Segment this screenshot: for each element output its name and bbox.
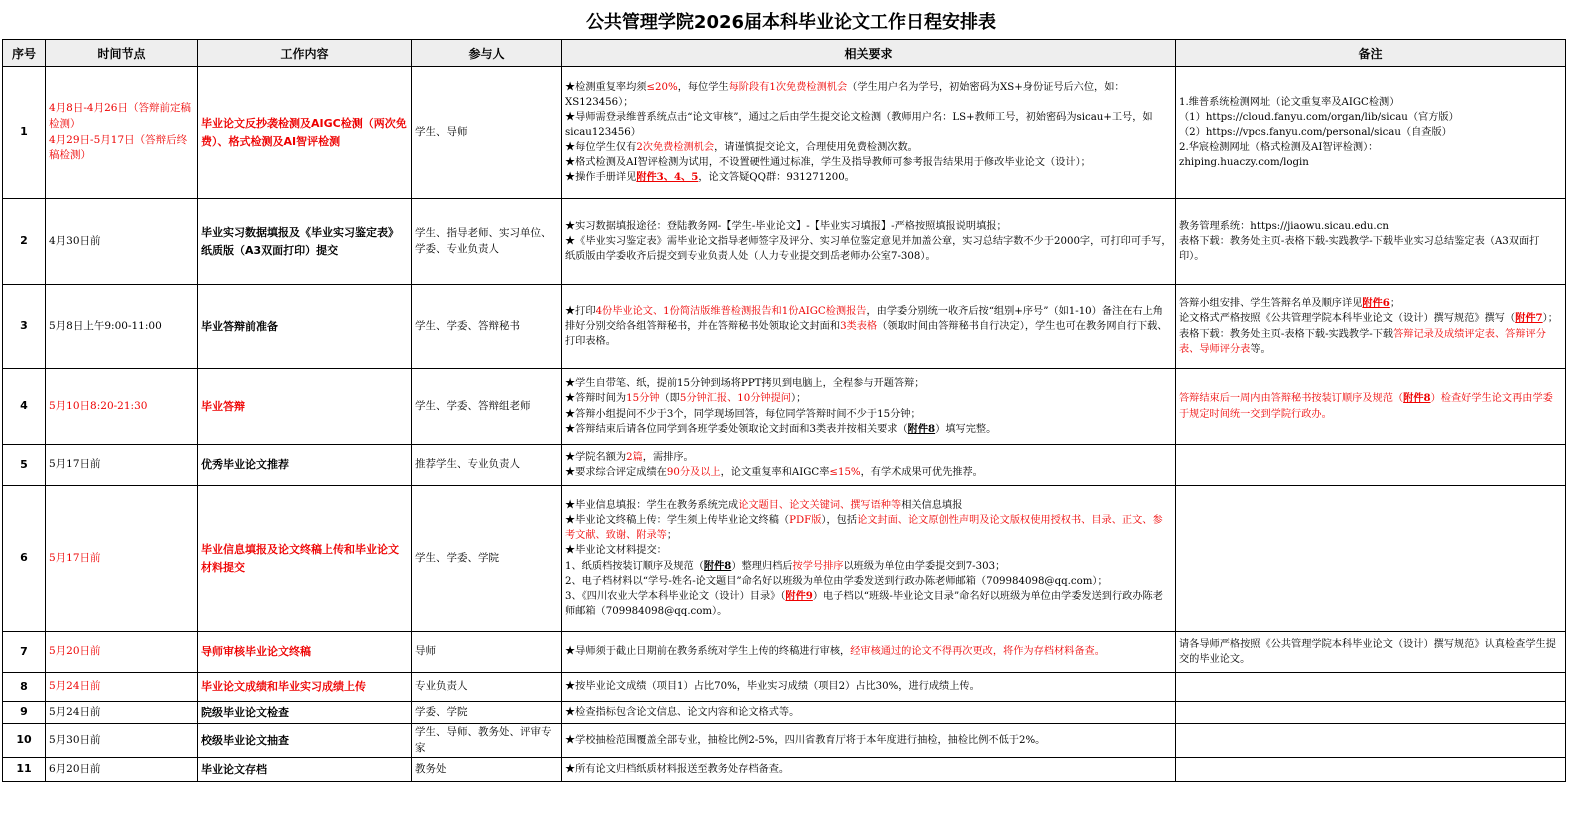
requirement-text: ★实习数据填报途径：登陆教务网-【学生-毕业论文】-【毕业实习填报】-严格按照填报说明填报； — [565, 220, 1007, 232]
requirement-text: 90分及以上 — [666, 467, 721, 478]
requirements-cell — [562, 758, 1176, 782]
note-text: 2.华宸检测网址（格式检测及AI智评检测）： — [1179, 142, 1379, 154]
task-cell: 毕业论文存档 — [198, 758, 412, 782]
time-text: 5月8日上午9:00-11:00 — [49, 319, 162, 332]
requirement-text: （学生用户名为学号，初始密码为XS+身份证号后六位，如：XS123456）； — [565, 81, 1125, 108]
row-number: 6 — [3, 486, 46, 632]
requirement-text: 3、《四川农业大学本科毕业论文（设计）目录》（ — [565, 590, 786, 602]
note-text: 等。 — [1250, 343, 1271, 355]
table-row — [3, 67, 1566, 199]
requirement-text: 3类表格 — [840, 320, 878, 332]
time-cell — [46, 758, 198, 782]
time-text: 5月24日前 — [49, 680, 101, 693]
requirement-text: ★学院名额为 — [565, 451, 627, 463]
row-number: 8 — [3, 673, 46, 702]
task-cell: 毕业论文成绩和毕业实习成绩上传 — [198, 673, 412, 702]
note-line — [1179, 110, 1562, 125]
table-row — [3, 724, 1566, 758]
table-row — [3, 632, 1566, 673]
notes-cell — [1176, 445, 1566, 486]
requirement-line — [565, 543, 1172, 558]
requirement-line — [565, 705, 1172, 720]
note-text: 表格下载：教务处主页-表格下载-实践教学-下载毕业实习总结鉴定表（A3双面打印）。 — [1179, 235, 1540, 263]
row-number: 5 — [3, 445, 46, 486]
task-cell: 毕业论文反抄袭检测及AIGC检测（两次免费）、格式检测及AI智评检测 — [198, 67, 412, 199]
note-text: 教务管理系统：https://jiaowu.sicau.edu.cn — [1179, 220, 1389, 232]
requirement-text: 15分钟 — [626, 393, 660, 405]
time-text: 5月24日前 — [49, 705, 101, 718]
requirement-line — [565, 304, 1172, 349]
requirement-text: ★毕业论文终稿上传：学生须上传毕业论文终稿（ — [565, 515, 790, 527]
table-row — [3, 673, 1566, 702]
note-line — [1179, 125, 1562, 140]
note-line — [1179, 140, 1562, 155]
time-cell — [46, 67, 198, 199]
notes-cell — [1176, 673, 1566, 702]
requirement-text: ★格式检测及AI智评检测为试用，不设置硬性通过标准，学生及指导教师可参考报告结果用于修改毕业论文（设计）； — [565, 157, 1091, 169]
table-row — [3, 486, 1566, 632]
table-row — [3, 445, 1566, 486]
table-row — [3, 285, 1566, 369]
requirement-line — [565, 465, 1172, 480]
header-requirements: 相关要求 — [562, 40, 1176, 67]
requirement-text: ，有学术成果可优先推荐。 — [860, 467, 983, 478]
header-notes: 备注 — [1176, 40, 1566, 67]
requirements-cell — [562, 673, 1176, 702]
header-participants: 参与人 — [412, 40, 562, 67]
requirement-text: （即 — [659, 393, 680, 405]
table-header-row — [3, 40, 1566, 67]
notes-cell — [1176, 486, 1566, 632]
time-text: 4月8日-4月26日（答辩前定稿检测） — [49, 102, 191, 130]
notes-cell — [1176, 724, 1566, 758]
notes-cell — [1176, 632, 1566, 673]
note-line — [1179, 391, 1562, 421]
requirement-text: ★导师须于截止日期前在教务系统对学生上传的终稿进行审核， — [565, 646, 851, 658]
requirements-cell — [562, 486, 1176, 632]
task-cell: 毕业信息填报及论文终稿上传和毕业论文材料提交 — [198, 486, 412, 632]
participants-cell: 学生、学委、答辩秘书 — [412, 285, 562, 369]
note-line — [1179, 234, 1562, 264]
note-text: 附件7 — [1515, 312, 1543, 325]
participants-cell: 学生、导师 — [412, 67, 562, 199]
requirement-text: 按学号排序 — [792, 560, 844, 572]
notes-cell — [1176, 199, 1566, 285]
row-number: 1 — [3, 67, 46, 199]
participants-cell: 学委、学院 — [412, 702, 562, 724]
note-text: （2）https://vpcs.fanyu.com/personal/sicau（自查版） — [1179, 126, 1452, 138]
time-text: 5月17日前 — [49, 551, 101, 564]
time-text: 4月30日前 — [49, 234, 101, 247]
note-text: ）； — [1542, 313, 1558, 325]
note-text: 附件8 — [1403, 392, 1431, 405]
requirement-text: 以班级为单位由学委提交到7-303； — [843, 560, 1006, 572]
note-line — [1179, 95, 1562, 110]
time-cell — [46, 445, 198, 486]
requirement-line — [565, 498, 1172, 513]
requirement-text: 论文封面、论文原创性声明及论文版权使用授权书、目录、正文、参考文献、致谢、附录等 — [565, 515, 1163, 542]
requirement-line — [565, 234, 1172, 264]
time-text: 4月29日-5月17日（答辩后终稿检测） — [49, 133, 188, 162]
time-cell — [46, 369, 198, 445]
requirement-text: 每阶段有1次免费检测机会 — [728, 81, 848, 93]
requirement-text: ★按毕业论文成绩（项目1）占比70%，毕业实习成绩（项目2）占比30%，进行成绩上传。 — [565, 681, 980, 693]
requirements-cell — [562, 67, 1176, 199]
requirement-text: ★答辩小组提问不少于3个，同学现场回答，每位同学答辩时间不少于15分钟； — [565, 408, 921, 420]
requirement-text: ，论文重复率和AIGC率 — [720, 467, 830, 478]
requirement-text: ★操作手册详见 — [565, 172, 637, 184]
requirement-line — [565, 155, 1172, 170]
requirement-text: ，论文答疑QQ群：931271200。 — [698, 172, 855, 184]
requirement-text: ★要求综合评定成绩在 — [565, 467, 667, 478]
note-line — [1179, 637, 1562, 667]
requirement-text: 2次免费检测机会 — [636, 142, 715, 154]
task-cell: 毕业答辩前准备 — [198, 285, 412, 369]
requirement-text: 1、纸质档按装订顺序及规范（ — [565, 560, 704, 572]
task-cell: 院级毕业论文检查 — [198, 702, 412, 724]
requirement-text: ； — [666, 530, 678, 542]
notes-cell — [1176, 285, 1566, 369]
requirement-line — [565, 140, 1172, 155]
requirement-text: ）电子档以“班级-毕业论文目录”命名好以班级为单位由学委发送到行政办陈老师邮箱（709984098@qq.com）。 — [565, 590, 1163, 617]
requirements-cell — [562, 369, 1176, 445]
requirement-line — [565, 80, 1172, 110]
requirement-text: ≤20% — [646, 81, 678, 93]
header-task: 工作内容 — [198, 40, 412, 67]
table-row — [3, 369, 1566, 445]
requirement-text: ★答辩结束后请各位同学到各班学委处领取论文封面和3类表并按相关要求（ — [565, 423, 908, 435]
time-cell — [46, 702, 198, 724]
participants-cell: 导师 — [412, 632, 562, 673]
note-text: ）检查好学生论文再由学委于规定时间统一交到学院行政办。 — [1179, 393, 1553, 420]
notes-cell — [1176, 702, 1566, 724]
note-line — [1179, 219, 1562, 234]
requirement-text: ），包括 — [821, 515, 858, 527]
requirement-text: ）； — [790, 393, 807, 405]
requirements-cell — [562, 199, 1176, 285]
note-line — [1179, 327, 1562, 357]
requirements-cell — [562, 702, 1176, 724]
row-number: 2 — [3, 199, 46, 285]
task-cell: 毕业答辩 — [198, 369, 412, 445]
header-no: 序号 — [3, 40, 46, 67]
requirement-text: ★《毕业实习鉴定表》需毕业论文指导老师签字及评分、实习单位鉴定意见并加盖公章，实习总结字数不少于2000字，可打印可手写，纸质版由学委收齐后提交到专业负责人处（人力专业提交到岳老师办公室7-308）。 — [565, 235, 1172, 263]
requirement-line — [565, 170, 1172, 185]
participants-cell: 推荐学生、专业负责人 — [412, 445, 562, 486]
requirement-line — [565, 574, 1172, 589]
requirement-text: ★答辩时间为 — [565, 393, 627, 405]
note-line — [1179, 296, 1562, 311]
requirement-text: 相关信息填报 — [901, 500, 963, 512]
requirement-text: 4份毕业论文、1份简洁版维普检测报告和1份AIGC检测报告 — [595, 305, 867, 317]
time-text: 5月20日前 — [49, 645, 101, 658]
requirement-line — [565, 762, 1172, 777]
requirement-text: 5分钟汇报、10分钟提问 — [679, 393, 791, 405]
table-row — [3, 702, 1566, 724]
requirements-cell — [562, 285, 1176, 369]
task-cell: 毕业实习数据填报及《毕业实习鉴定表》纸质版（A3双面打印）提交 — [198, 199, 412, 285]
participants-cell: 学生、学委、学院 — [412, 486, 562, 632]
note-text: 表格下载：教务处主页-表格下载-实践教学-下载 — [1179, 328, 1394, 340]
table-body — [3, 67, 1566, 782]
note-text: ； — [1389, 298, 1401, 310]
task-cell: 校级毕业论文抽查 — [198, 724, 412, 758]
requirement-text: ★导师需登录维普系统点击“论文审核”，通过之后由学生提交论文检测（教师用户名：LS+教师工号，初始密码为sicau+工号，如sicau123456） — [565, 111, 1153, 138]
row-number: 10 — [3, 724, 46, 758]
note-text: zhiping.huaczy.com/login — [1179, 157, 1309, 169]
schedule-table — [2, 39, 1566, 782]
requirement-text: PDF版 — [789, 515, 822, 527]
page-title: 公共管理学院2026届本科毕业论文工作日程安排表 — [585, 12, 997, 33]
time-cell — [46, 632, 198, 673]
notes-cell — [1176, 758, 1566, 782]
requirements-cell — [562, 445, 1176, 486]
note-line — [1179, 311, 1562, 326]
requirement-text: 附件3、4、5 — [636, 171, 699, 184]
requirement-text: ★打印 — [565, 305, 596, 317]
row-number: 7 — [3, 632, 46, 673]
requirement-text: 2、电子档材料以“学号-姓名-论文题目”命名好以班级为单位由学委发送到行政办陈老师邮箱（709984098@qq.com）； — [565, 575, 1108, 587]
row-number: 4 — [3, 369, 46, 445]
row-number: 11 — [3, 758, 46, 782]
requirements-cell — [562, 632, 1176, 673]
row-number: 3 — [3, 285, 46, 369]
participants-cell: 学生、指导老师、实习单位、学委、专业负责人 — [412, 199, 562, 285]
table-row — [3, 758, 1566, 782]
note-line — [1179, 155, 1562, 170]
requirement-text: ，由学委分别统一收齐后按“组别+序号”（如1-10）备注在右上角排好分别交给各组答辩秘书，并在答辩秘书处领取论文封面和 — [565, 305, 1163, 332]
requirement-line — [565, 644, 1172, 659]
participants-cell: 教务处 — [412, 758, 562, 782]
requirement-text: ★检测重复率均须 — [565, 81, 647, 93]
requirement-line — [565, 589, 1172, 619]
requirement-text: 论文题目、论文关键词、撰写语种等 — [738, 500, 902, 512]
table-row — [3, 199, 1566, 285]
requirement-line — [565, 450, 1172, 465]
requirement-text: ）整理归档后 — [731, 560, 793, 572]
time-cell — [46, 486, 198, 632]
requirement-text: ，请谨慎提交论文，合理使用免费检测次数。 — [714, 142, 918, 154]
requirement-line — [565, 733, 1172, 748]
time-text: 5月17日前 — [49, 458, 101, 471]
note-text: 请各导师严格按照《公共管理学院本科毕业论文（设计）撰写规范》认真检查学生提交的毕业论文。 — [1179, 638, 1556, 665]
time-cell — [46, 673, 198, 702]
time-text: 6月20日前 — [49, 762, 101, 775]
note-text: （1）https://cloud.fanyu.com/organ/lib/sicau（官方版） — [1179, 111, 1459, 123]
requirement-line — [565, 391, 1172, 406]
note-text: 答辩结束后一周内由答辩秘书按装订顺序及规范（ — [1179, 393, 1404, 405]
requirement-line — [565, 376, 1172, 391]
participants-cell: 学生、学委、答辩组老师 — [412, 369, 562, 445]
requirement-line — [565, 110, 1172, 140]
requirement-text: ★毕业信息填报：学生在教务系统完成 — [565, 500, 739, 512]
requirement-text: ，需排序。 — [642, 451, 694, 463]
participants-cell: 学生、导师、教务处、评审专家 — [412, 724, 562, 758]
requirement-text: 附件8 — [703, 559, 732, 572]
time-cell — [46, 285, 198, 369]
note-text: 1.维普系统检测网址（论文重复率及AIGC检测） — [1179, 96, 1400, 108]
requirement-text: 附件8 — [907, 422, 936, 435]
requirement-text: ★学生自带笔、纸，提前15分钟到场将PPT拷贝到电脑上，全程参与开题答辩； — [565, 378, 925, 390]
requirement-line — [565, 513, 1172, 543]
requirement-text: ★每位学生仅有 — [565, 142, 637, 154]
requirement-text: ★检查指标包含论文信息、论文内容和论文格式等。 — [565, 706, 800, 718]
requirement-text: 附件9 — [785, 589, 813, 602]
note-text: 答辩记录及成绩评定表、答辩评分表、导师评分表 — [1179, 328, 1546, 355]
time-text: 5月30日前 — [49, 733, 101, 746]
requirement-text: ★毕业论文材料提交： — [565, 545, 667, 557]
requirement-text: （领取时间由答辩秘书自行决定），学生也可在教务网自行下载、打印表格。 — [565, 320, 1168, 348]
requirement-text: ≤15% — [829, 467, 861, 478]
requirement-text: ★所有论文归档纸质材料报送至教务处存档备查。 — [565, 763, 790, 775]
note-text: 论文格式严格按照《公共管理学院本科毕业论文（设计）撰写规范》撰写（ — [1179, 313, 1516, 325]
requirement-line — [565, 407, 1172, 422]
note-text: 答辩小组安排、学生答辩名单及顺序详见 — [1179, 298, 1363, 310]
requirement-text: 经审核通过的论文不得再次更改，将作为存档材料备查。 — [850, 646, 1105, 658]
note-text: 附件6 — [1362, 297, 1390, 310]
requirement-line — [565, 219, 1172, 234]
requirement-text: ，每位学生 — [677, 81, 729, 93]
notes-cell — [1176, 369, 1566, 445]
notes-cell — [1176, 67, 1566, 199]
requirement-text: ）填写完整。 — [935, 423, 997, 435]
task-cell: 导师审核毕业论文终稿 — [198, 632, 412, 673]
header-time: 时间节点 — [46, 40, 198, 67]
requirements-cell — [562, 724, 1176, 758]
task-cell: 优秀毕业论文推荐 — [198, 445, 412, 486]
requirement-text: ★学校抽检范围覆盖全部专业，抽检比例2-5%，四川省教育厅将于本年度进行抽检，抽检比例不低于2%。 — [565, 734, 1046, 746]
requirement-line — [565, 559, 1172, 574]
time-cell — [46, 199, 198, 285]
time-text: 5月10日8:20-21:30 — [49, 399, 148, 412]
participants-cell: 专业负责人 — [412, 673, 562, 702]
row-number: 9 — [3, 702, 46, 724]
requirement-text: 2篇 — [626, 451, 643, 463]
requirement-line — [565, 679, 1172, 694]
requirement-line — [565, 422, 1172, 437]
time-cell — [46, 724, 198, 758]
